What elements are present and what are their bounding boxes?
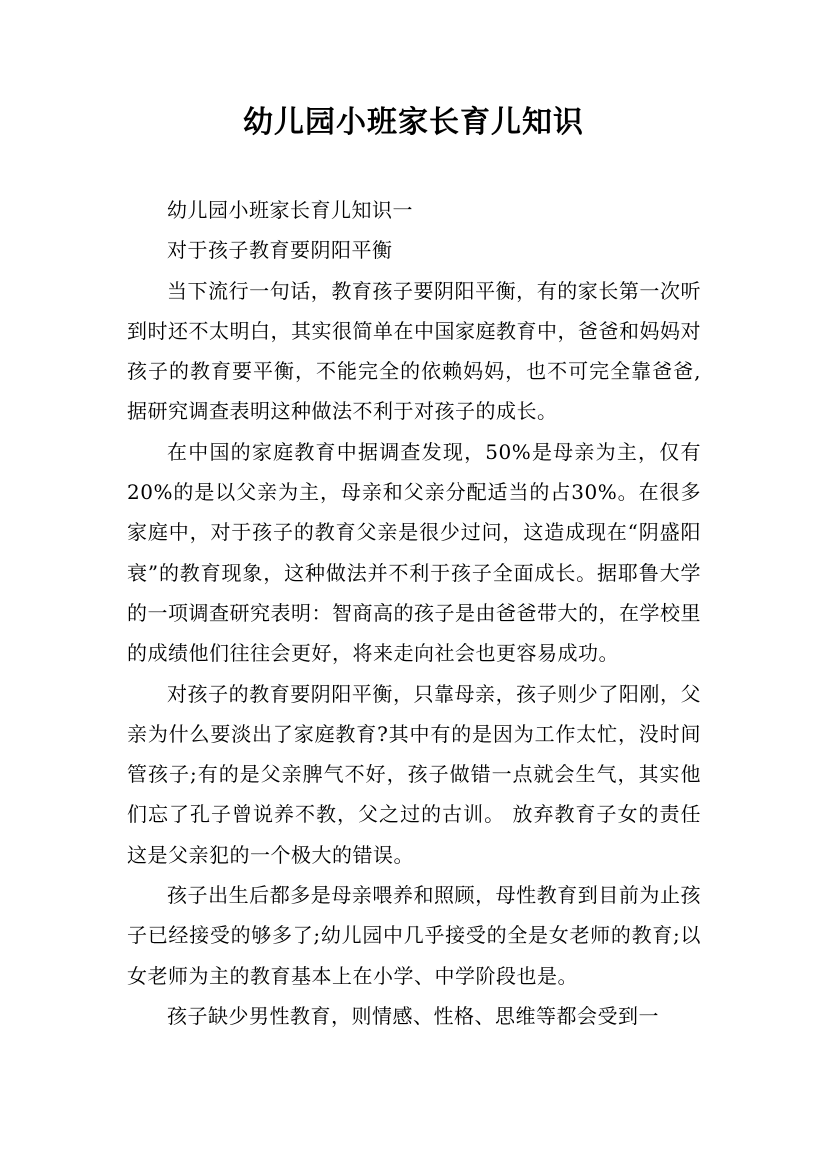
paragraph: 孩子出生后都多是母亲喂养和照顾，母性教育到目前为止孩子已经接受的够多了;幼儿园中几乎接受的全是女老师的教育;以女老师为主的教育基本上在小学、中学阶段也是。 (127, 883, 701, 988)
document-body (127, 190, 701, 1036)
paragraph: 在中国的家庭教育中据调查发现，50%是母亲为主，仅有20%的是以父亲为主，母亲和父亲分配适当的占30%。在很多家庭中，对于孩子的教育父亲是很少过问，这造成现在“阴盛阳衰”的教育现象，这种做法并不利于孩子全面成长。据耶鲁大学的一项调查研究表明：智商高的孩子是由爸爸带大的，在学校里的成绩他们往往会更好，将来走向社会也更容易成功。 (127, 439, 701, 666)
paragraph-subtitle: 幼儿园小班家长育儿知识一 (167, 198, 413, 222)
document-title: 幼儿园小班家长育儿知识 (243, 105, 584, 140)
paragraph: 孩子缺少男性教育，则情感、性格、思维等都会受到一 (167, 1003, 659, 1028)
paragraph: 对孩子的教育要阴阳平衡，只靠母亲，孩子则少了阳刚，父亲为什么要淡出了家庭教育?其中有的是因为工作太忙，没时间管孩子;有的是父亲脾气不好，孩子做错一点就会生气，其实他们忘了孔子曾说养不教，父之过的古训。 放弃教育子女的责任这是父亲犯的一个极大的错误。 (127, 681, 701, 867)
paragraph: 当下流行一句话，教育孩子要阴阳平衡，有的家长第一次听到时还不太明白，其实很简单在中国家庭教育中，爸爸和妈妈对孩子的教育要平衡，不能完全的依赖妈妈，也不可完全靠爸爸,据研究调查表明这种做法不利于对孩子的成长。 (127, 278, 701, 424)
paragraph-heading: 对于孩子教育要阴阳平衡 (167, 238, 393, 263)
